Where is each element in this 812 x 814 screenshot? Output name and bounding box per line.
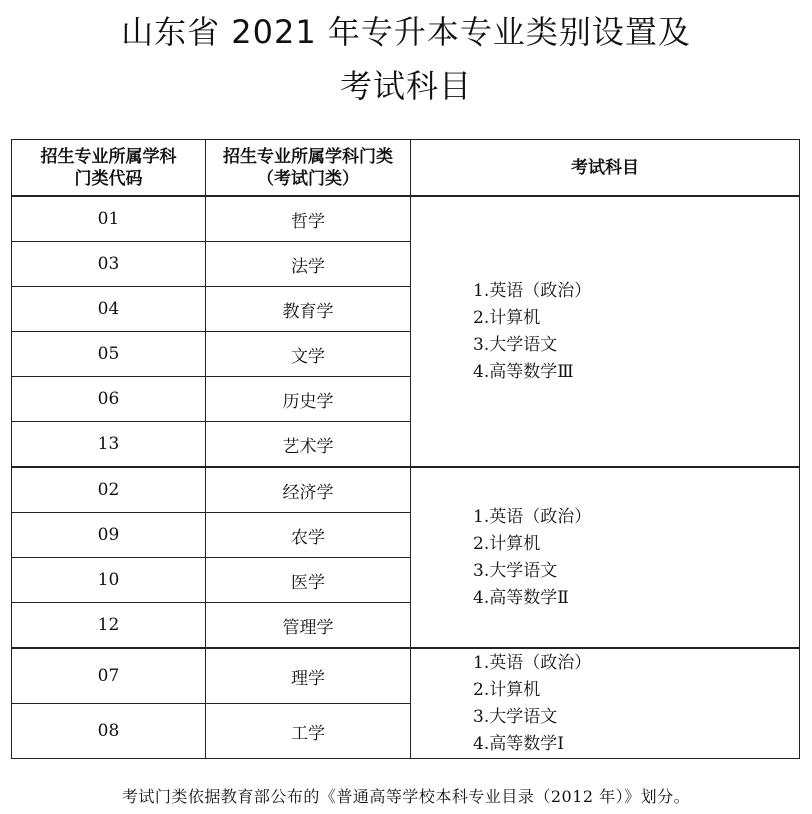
major-exam-table: [11, 139, 800, 759]
category-cell: 法学: [206, 242, 411, 287]
code-cell: 06: [12, 377, 206, 422]
subject-item: 3.大学语文: [473, 334, 558, 355]
category-cell: 农学: [206, 513, 411, 558]
subject-item: 3.大学语文: [473, 560, 558, 581]
code-cell: 05: [12, 332, 206, 377]
code-cell: 13: [12, 422, 206, 468]
code-cell: 12: [12, 603, 206, 649]
subject-item: 3.大学语文: [473, 706, 558, 727]
category-cell: 教育学: [206, 287, 411, 332]
subjects-group-2: [411, 467, 800, 648]
category-cell: 管理学: [206, 603, 411, 649]
table-row: [12, 467, 800, 513]
code-cell: 09: [12, 513, 206, 558]
subject-item: 4.高等数学Ⅱ: [473, 587, 569, 608]
subjects-group-3: [411, 648, 800, 759]
subject-item: 4.高等数学Ⅲ: [473, 361, 574, 382]
code-cell: 02: [12, 467, 206, 513]
page-subtitle: 考试科目: [339, 67, 472, 105]
subject-item: 2.计算机: [473, 307, 541, 328]
subject-item: 1.英语（政治）: [473, 652, 592, 673]
subject-item: 2.计算机: [473, 679, 541, 700]
subject-item: 1.英语（政治）: [473, 506, 592, 527]
subjects-group-1: [411, 196, 800, 467]
code-cell: 04: [12, 287, 206, 332]
category-cell: 理学: [206, 648, 411, 704]
code-cell: 07: [12, 648, 206, 704]
footnote: 考试门类依据教育部公布的《普通高等学校本科专业目录（2012 年）》划分。: [121, 787, 691, 806]
category-cell: 历史学: [206, 377, 411, 422]
header-subjects: 考试科目: [411, 140, 800, 197]
category-cell: 工学: [206, 704, 411, 759]
page-title: 山东省 2021 年专升本专业类别设置及: [121, 13, 691, 51]
code-cell: 08: [12, 704, 206, 759]
category-cell: 医学: [206, 558, 411, 603]
code-cell: 10: [12, 558, 206, 603]
subject-item: 2.计算机: [473, 533, 541, 554]
table-row: [12, 648, 800, 704]
category-cell: 经济学: [206, 467, 411, 513]
code-cell: 03: [12, 242, 206, 287]
category-cell: 艺术学: [206, 422, 411, 468]
category-cell: 哲学: [206, 196, 411, 242]
subject-item: 4.高等数学Ⅰ: [473, 733, 564, 754]
table-row: [12, 196, 800, 242]
table-header-row: [12, 140, 800, 197]
header-code: 招生专业所属学科门类代码: [12, 140, 206, 197]
header-category: 招生专业所属学科门类（考试门类）: [206, 140, 411, 197]
code-cell: 01: [12, 196, 206, 242]
subject-item: 1.英语（政治）: [473, 280, 592, 301]
category-cell: 文学: [206, 332, 411, 377]
